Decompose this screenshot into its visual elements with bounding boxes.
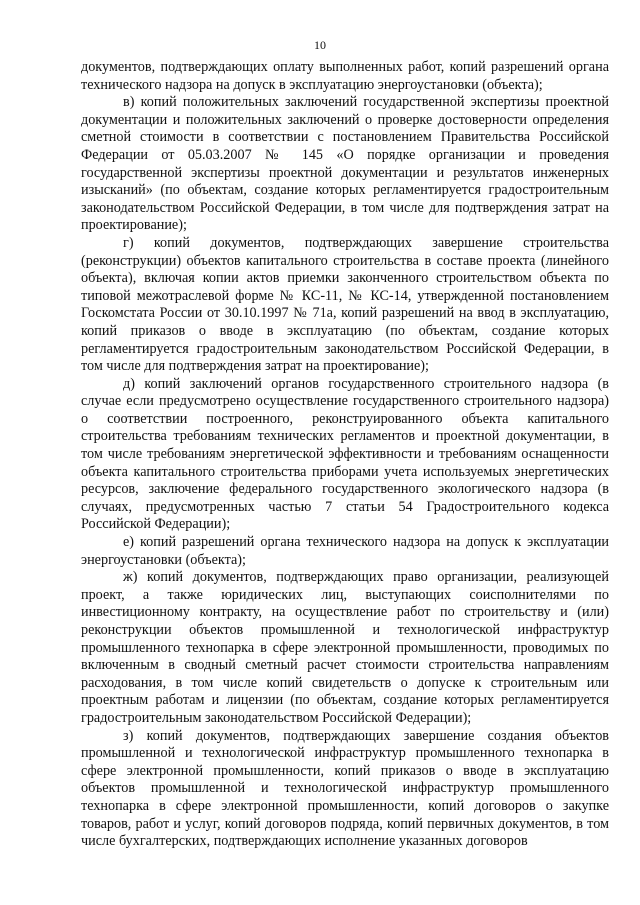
document-body — [81, 59, 609, 851]
paragraph-item-e: е) копий разрешений органа технического надзора на допуск к эксплуатации энергоустановки (объекта); — [81, 534, 609, 568]
paragraph-item-zh: ж) копий документов, подтверждающих право организации, реализующей проект, а также юридических лиц, выступающих соисполнителями по инвестиционному контракту, на осуществление работ по строительству и (или) реконструкции объектов промышленной и технологической инфраструктур промышленного технопарка в сфере электронной промышленности, проводимых по включенным в сводный сметный расчет стоимости строительства направлениям расходования, в том числе копий свидетельств о допуске к строительным или проектным работам и лицензии (по объектам, создание которых регламентируется градостроительным законодательством Российской Федерации); — [81, 569, 609, 726]
paragraph-item-v: в) копий положительных заключений государственной экспертизы проектной документации и положительных заключений о проверке достоверности определения сметной стоимости в соответствии с постановлением Правительства Российской Федерации от 05.03.2007 № 145 «О порядке организации и проведения государственной экспертизы проектной документации и результатов инженерных изысканий» (по объектам, создание которых регламентируется градостроительным законодательством Российской Федерации, в том числе для подтверждения затрат на проектирование); — [81, 94, 609, 234]
paragraph-continuation: документов, подтверждающих оплату выполненных работ, копий разрешений органа технического надзора на допуск в эксплуатацию энергоустановки (объекта); — [81, 59, 609, 93]
paragraph-item-z: з) копий документов, подтверждающих завершение создания объектов промышленной и технологической инфраструктур промышленного технопарка в сфере электронной промышленности, копий приказов о вводе в эксплуатацию объектов промышленной и технологической инфраструктур промышленного технопарка в сфере электронной промышленности, копий договоров о закупке товаров, работ и услуг, копий договоров подряда, копий первичных документов, в том числе бухгалтерских, подтверждающих исполнение указанных договоров — [81, 727, 609, 850]
paragraph-item-d: д) копий заключений органов государственного строительного надзора (в случае если предусмотрено осуществление государственного строительного надзора) о соответствии построенного, реконструированного объекта капитального строительства требованиям технических регламентов и проектной документации, в том числе требованиям энергетической эффективности и требованиям оснащенности объекта капитального строительства приборами учета используемых энергетических ресурсов, заключение федерального государственного экологического надзора (в случаях, предусмотренных частью 7 статьи 54 Градостроительного кодекса Российской Федерации); — [81, 375, 609, 533]
page-number: 10 — [314, 38, 326, 52]
paragraph-item-g: г) копий документов, подтверждающих завершение строительства (реконструкции) объектов капитального строительства в составе проекта (линейного объекта), включая копии актов приемки законченного строительством объекта по типовой межотраслевой форме № КС-11, № КС-14, утвержденной постановлением Госкомстата России от 30.10.1997 № 71а, копий разрешений на ввод в эксплуатацию, копий приказов о вводе в эксплуатацию (по объектам, создание которых регламентируется градостроительным законодательством Российской Федерации, в том числе для подтверждения затрат на проектирование); — [81, 234, 609, 375]
